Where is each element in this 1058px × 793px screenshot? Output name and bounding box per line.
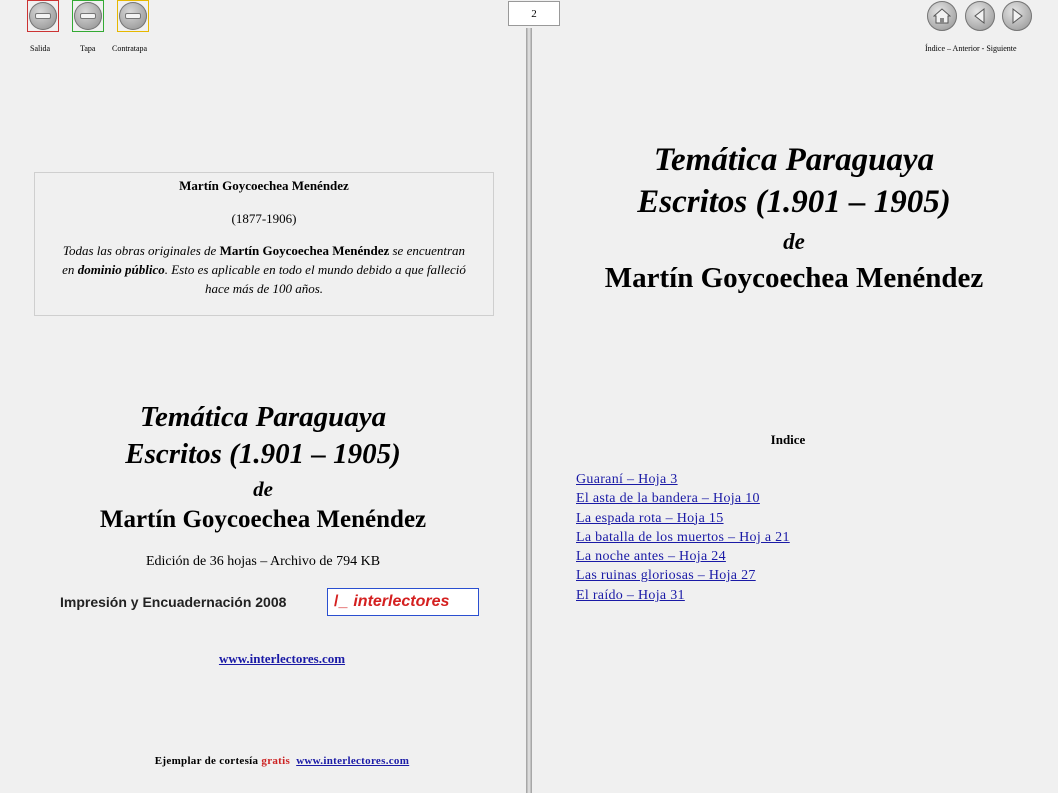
right-title-de: de: [783, 229, 805, 254]
index-item[interactable]: La espada rota – Hoja 15: [576, 510, 724, 526]
website-link[interactable]: www.interlectores.com: [218, 651, 346, 666]
index-item[interactable]: Guaraní – Hoja 3: [576, 472, 678, 487]
minus-icon: [119, 2, 147, 30]
author-heading: Martín Goycoechea Menéndez: [179, 178, 349, 193]
courtesy-footer: Ejemplar de cortesía gratis www.interlectores.com: [154, 755, 410, 767]
edition-info: Edición de 36 hojas – Archivo de 794 KB: [145, 554, 381, 569]
exit-button[interactable]: [27, 0, 59, 32]
minus-icon: [29, 2, 57, 30]
page-number-box: [508, 1, 560, 26]
previous-icon[interactable]: [965, 1, 995, 31]
home-icon[interactable]: [927, 1, 957, 31]
back-cover-label: Contratapa: [112, 44, 148, 53]
public-domain-notice: Todas las obras originales de Martín Goycoechea Menéndez se encuentran en dominio público. Esto es aplicable en todo el mundo debido a que falleció hace más de 100 años.: [62, 243, 466, 296]
left-title-de: de: [253, 477, 273, 501]
logo-text: interlectores: [353, 593, 450, 610]
index-item[interactable]: El asta de la bandera – Hoja 10: [576, 491, 760, 507]
interlectores-logo[interactable]: [327, 588, 479, 616]
exit-label: Salida: [30, 44, 50, 53]
index-list: [576, 470, 790, 605]
page-number: 2: [531, 7, 537, 20]
author-info-box: [34, 172, 494, 316]
left-title-line2: Escritos (1.901 – 1905): [125, 438, 401, 470]
imprint-text: Impresión y Encuadernación 2008: [60, 594, 287, 610]
left-title-author: Martín Goycoechea Menéndez: [99, 506, 427, 533]
right-title-line2: Escritos (1.901 – 1905): [637, 184, 951, 220]
next-icon[interactable]: [1002, 1, 1032, 31]
navigation-label: Índice – Anterior - Siguiente: [925, 44, 1017, 53]
right-title-author: Martín Goycoechea Menéndez: [604, 262, 984, 294]
index-heading: Indice: [770, 432, 806, 447]
index-item[interactable]: La batalla de los muertos – Hoj a 21: [576, 529, 790, 545]
index-item[interactable]: La noche antes – Hoja 24: [576, 549, 726, 565]
minus-icon: [74, 2, 102, 30]
author-years: (1877-1906): [231, 211, 297, 226]
right-title-line1: Temática Paraguaya: [653, 142, 935, 178]
footer-link[interactable]: www.interlectores.com: [296, 755, 410, 767]
index-item[interactable]: El raído – Hoja 31: [576, 587, 685, 603]
book-spine: [526, 28, 532, 793]
logo-mark-icon: /_: [334, 593, 348, 610]
back-cover-button[interactable]: [117, 0, 149, 32]
index-item[interactable]: Las ruinas gloriosas – Hoja 27: [576, 568, 756, 584]
free-label: gratis: [261, 755, 291, 767]
left-title-line1: Temática Paraguaya: [139, 401, 387, 433]
cover-label: Tapa: [80, 44, 96, 53]
cover-button[interactable]: [72, 0, 104, 32]
